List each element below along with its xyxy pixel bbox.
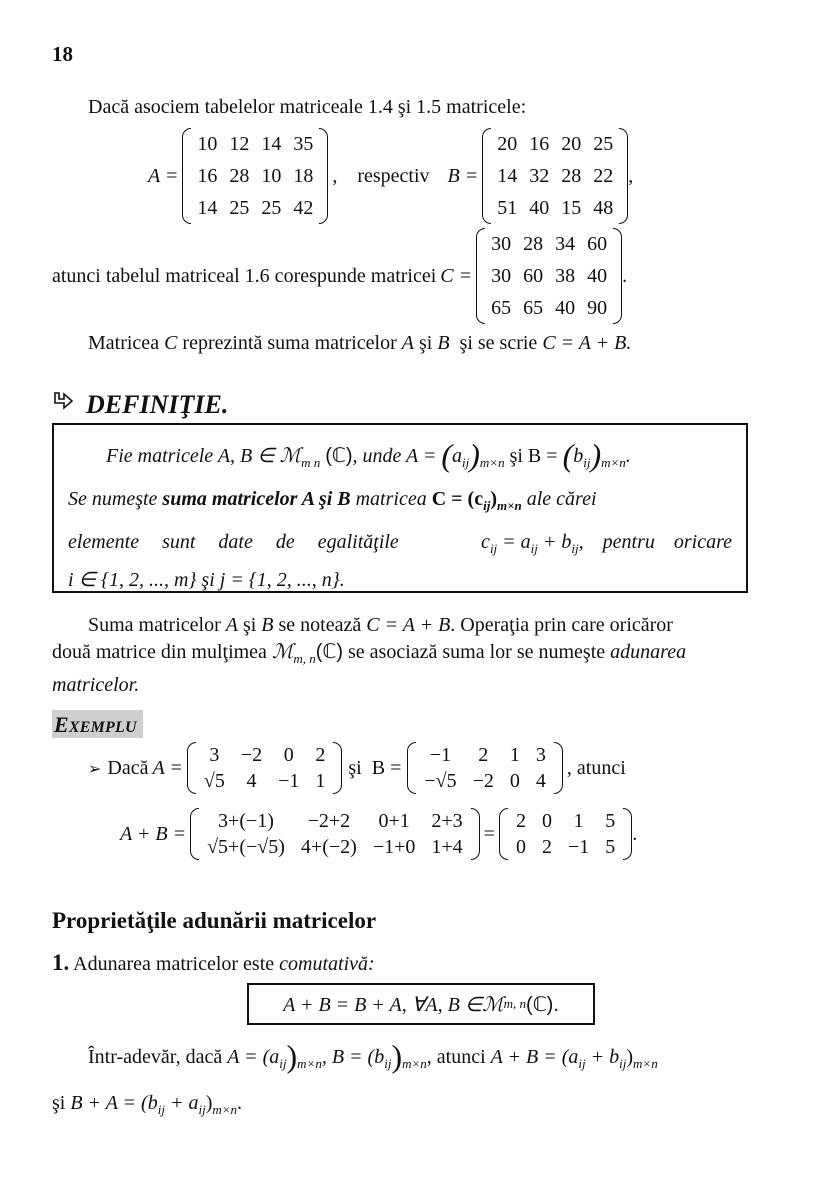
example-matrix-b-cell: 1 <box>509 743 520 766</box>
commutativity-formula-box: A + B = B + A, ∀A, B ∈ ℳ m, n (ℂ). <box>247 983 595 1025</box>
example-matrix-b-row <box>416 768 554 794</box>
example-matrix-b-row <box>416 742 554 768</box>
matrix-a-cell: 12 <box>229 132 250 155</box>
matrix-a-label: A = <box>148 164 179 187</box>
example-matrix-result-row <box>508 834 623 860</box>
matrix-a-cell: 35 <box>293 132 314 155</box>
definition-heading <box>52 390 228 420</box>
example-matrix-sum-cell: −1+0 <box>372 835 416 858</box>
example-matrix-a-cell: 2 <box>315 743 326 766</box>
example-matrix-result-cell: 5 <box>605 835 616 858</box>
matrix-c-cell: 38 <box>555 264 576 287</box>
definition-box <box>52 423 748 593</box>
matrix-c-row <box>485 260 613 292</box>
hand-pointer-icon <box>52 390 74 420</box>
matrix-c-row <box>485 292 613 324</box>
example-matrix-b-cell: −√5 <box>424 769 457 792</box>
matrix-c-row <box>485 228 613 260</box>
matrix-b-cell: 22 <box>593 164 614 187</box>
matrix-b <box>482 128 628 224</box>
matrix-c-row: atunci tabelul matriceal 1.6 corespunde matricei C = 30 28 34 60 30 60 38 40 65 65 40 90 . <box>52 228 627 324</box>
matrix-c-cell: 65 <box>523 296 544 319</box>
example-matrix-a-row <box>196 768 334 794</box>
example-matrix-b-cell: −1 <box>429 743 452 766</box>
matrix-b-cell: 15 <box>561 196 582 219</box>
matrix-b-row <box>491 192 619 224</box>
definition-line-1: Fie matricele A, B ∈ ℳ$_{m n}$ (ℂ), unde $A = (a_{ij})_{m\times n}$ şi $B = (b_{ij})_{m\times n}$. <box>106 437 631 473</box>
example-matrix-sum-row <box>199 808 471 834</box>
matrix-c-cell: 40 <box>555 296 576 319</box>
example-matrix-result-cell: 1 <box>573 809 584 832</box>
matrix-b-row <box>491 128 619 160</box>
example-matrix-a-cell: √5 <box>203 769 225 792</box>
matrix-c-cell: 60 <box>587 232 608 255</box>
example-matrix-b-cell: 3 <box>535 743 546 766</box>
properties-heading: Proprietăţile adunării matricelor <box>52 908 377 933</box>
example-matrix-sum-cell: √5+(−√5) <box>207 835 285 858</box>
example-matrix-sum-cell: −2+2 <box>307 809 351 832</box>
respectiv-text: respectiv <box>357 164 430 187</box>
matrix-c-cell: 40 <box>587 264 608 287</box>
matrix-a-cell: 42 <box>293 196 314 219</box>
example-matrix-result-cell: 0 <box>515 835 526 858</box>
definition-line-3: elemente sunt date de egalităţile $c_{ij} = a_{ij} + b_{ij}$, pentru oricare <box>68 531 732 556</box>
matrix-c-label: C = <box>440 264 473 287</box>
proof-line-2: şi $B + A = (b_{ij} + a_{ij})_{m\times n}$. <box>52 1092 243 1117</box>
example-badge: EXEMPLU <box>52 710 143 738</box>
definition-line-2: Se numeşte suma matricelor A şi B matricea $C = (c_{ij})_{m\times n}$ ale cărei <box>68 488 597 513</box>
definition-line-4: i ∈ {1, 2, ..., m} şi j = {1, 2, ..., n}. <box>68 569 345 591</box>
example-matrix-sum-cell: 0+1 <box>378 809 410 832</box>
matrix-a-cell: 25 <box>229 196 250 219</box>
example-matrix-result-cell: −1 <box>567 835 590 858</box>
matrix-a-cell: 28 <box>229 164 250 187</box>
example-matrix-a-cell: 4 <box>246 769 257 792</box>
example-matrix-sum-expression <box>190 808 480 860</box>
matrix-a-row <box>191 192 319 224</box>
example-matrix-b-cell: 0 <box>509 769 520 792</box>
example-matrix-result-cell: 2 <box>541 835 552 858</box>
matrix-a-row <box>191 128 319 160</box>
matrix-b-cell: 40 <box>529 196 550 219</box>
matrix-b-row <box>491 160 619 192</box>
property-1: 1. Adunarea matricelor este comutativă: <box>52 950 375 975</box>
matrix-c-cell: 90 <box>587 296 608 319</box>
example-matrix-sum-cell: 1+4 <box>431 835 463 858</box>
intro-text: Dacă asociem tabelelor matriceale 1.4 şi 1.5 matricele: <box>88 96 527 118</box>
example-matrix-result <box>499 808 632 860</box>
matrix-c-cell: 28 <box>523 232 544 255</box>
matrix-c-cell: 65 <box>491 296 512 319</box>
example-matrix-b-cell: 2 <box>478 743 489 766</box>
example-matrix-a-cell: 1 <box>315 769 326 792</box>
example-matrix-result-cell: 0 <box>541 809 552 832</box>
matrix-a-cell: 25 <box>261 196 282 219</box>
example-sum-label: A + B = <box>120 822 187 845</box>
matrix-b-cell: 16 <box>529 132 550 155</box>
example-sum: A + B = 3+(−1) −2+2 0+1 2+3 √5+(−√5) 4+(−2) −1+0 1+4 = 2 0 1 5 0 2 −1 5 . <box>120 808 637 860</box>
example-matrix-b-cell: 4 <box>535 769 546 792</box>
matrix-a <box>182 128 328 224</box>
matrix-a-cell: 10 <box>197 132 218 155</box>
matrices-a-b: A = 10 12 14 35 16 28 10 18 14 25 25 42 , respectiv B = 20 16 20 25 14 32 28 22 51 40 15 48 , <box>148 128 633 224</box>
notation-paragraph: Suma matricelor A şi B se notează C = A + B. Operaţia prin care oricăror două matrice din mulţimea ℳ$_{m, n}$(ℂ) se asociază suma lor se numeşte adunarea matricelor. <box>52 614 687 696</box>
matrix-b-cell: 14 <box>497 164 518 187</box>
matrix-a-cell: 14 <box>197 196 218 219</box>
example-matrix-b-cell: −2 <box>472 769 494 792</box>
example-matrix-a-row <box>196 742 334 768</box>
example-matrix-b <box>407 742 563 794</box>
example-matrix-result-row <box>508 808 623 834</box>
matrix-a-cell: 14 <box>261 132 282 155</box>
proof-line-1: Într-adevăr, dacă $A = (a_{ij})_{m\times n}$, $B = (b_{ij})_{m\times n}$, atunci $A + B = (a_{ij} + b_{ij})_{m\times n}$ <box>88 1038 658 1074</box>
matrix-b-cell: 48 <box>593 196 614 219</box>
matrix-b-cell: 28 <box>561 164 582 187</box>
example-given: ➢ Dacă A = 3 −2 0 2 √5 4 −1 1 şi B = −1 2 1 3 −√5 −2 0 4 , atunci <box>88 742 626 794</box>
matrix-c-cell: 30 <box>491 264 512 287</box>
matrix-b-cell: 32 <box>529 164 550 187</box>
matrix-c-cell: 60 <box>523 264 544 287</box>
matrix-c <box>476 228 622 324</box>
example-matrix-result-cell: 2 <box>515 809 526 832</box>
example-matrix-sum-cell: 3+(−1) <box>218 809 274 832</box>
matrix-b-label: B = <box>447 164 479 187</box>
example-matrix-a-cell: 0 <box>283 743 294 766</box>
matrix-b-cell: 20 <box>561 132 582 155</box>
example-matrix-sum-cell: 2+3 <box>431 809 463 832</box>
matrix-b-cell: 25 <box>593 132 614 155</box>
example-b-label: şi B = <box>348 756 402 779</box>
example-a-label: A = <box>152 756 183 779</box>
example-matrix-a-cell: 3 <box>209 743 220 766</box>
matrix-b-cell: 20 <box>497 132 518 155</box>
definition-title: DEFINIŢIE. <box>86 390 229 419</box>
example-matrix-a-cell: −2 <box>240 743 263 766</box>
matrix-a-cell: 16 <box>197 164 218 187</box>
matrix-c-cell: 34 <box>555 232 576 255</box>
matrix-a-cell: 10 <box>261 164 282 187</box>
atunci-text: atunci tabelul matriceal 1.6 corespunde matricei <box>52 264 437 287</box>
matrix-a-cell: 18 <box>293 164 314 187</box>
summary-text: Matricea C reprezintă suma matricelor A şi B şi se scrie C = A + B. <box>88 332 632 354</box>
example-matrix-a <box>187 742 343 794</box>
matrix-c-cell: 30 <box>491 232 512 255</box>
bullet-arrow-icon: ➢ <box>88 758 102 778</box>
page-number: 18 <box>52 42 73 66</box>
matrix-b-cell: 51 <box>497 196 518 219</box>
example-matrix-a-cell: −1 <box>278 769 300 792</box>
example-matrix-result-cell: 5 <box>605 809 616 832</box>
example-matrix-sum-row <box>199 834 471 860</box>
matrix-a-row <box>191 160 319 192</box>
example-matrix-sum-cell: 4+(−2) <box>300 835 357 858</box>
